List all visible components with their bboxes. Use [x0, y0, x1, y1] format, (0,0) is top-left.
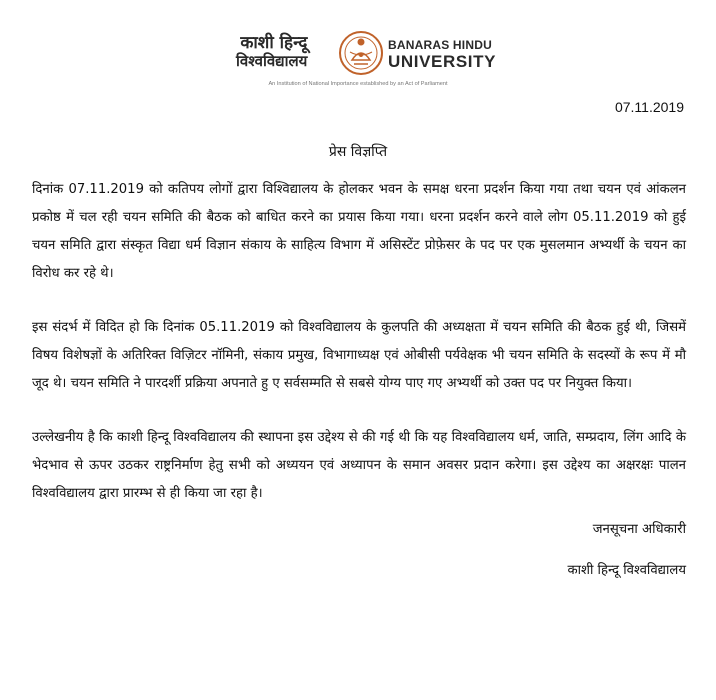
university-name-hindi-line2: विश्वविद्यालय: [236, 52, 308, 70]
university-name-english-line2: UNIVERSITY: [388, 52, 497, 71]
paragraph-1: दिनांक 07.11.2019 को कतिपय लोगों द्वारा विश्विद्यालय के होलकर भवन के समक्ष धरना प्रदर्शन किया गया तथा चयन एवं आंकलन प्रकोष्ठ में चल रही चयन समिति की बैठक को बाधित करने का प्रयास किया गया। धरना प्रदर्शन करने वाले लोग 05.11.2019 को हुई चयन समिति द्वारा संस्कृत विद्या धर्म विज्ञान संकाय के साहित्य विभाग में असिस्टेंट प्रोफ़ेसर के पद पर एक मुसलमान अभ्यर्थी के चयन का विरोध कर रहे थे।: [32, 182, 686, 281]
letterhead: [0, 20, 716, 98]
document-title: प्रेस विज्ञप्ति: [328, 144, 388, 160]
university-name-hindi-line1: काशी हिन्दू: [240, 33, 308, 53]
signatory-designation: जनसूचना अधिकारी: [592, 522, 686, 537]
letterhead-tagline: An Institution of National Importance established by an Act of Parliament: [268, 81, 448, 87]
paragraph-3: उल्लेखनीय है कि काशी हिन्दू विश्वविद्यालय की स्थापना इस उद्देश्य से की गई थी कि यह विश्वविद्यालय धर्म, जाति, सम्प्रदाय, लिंग आदि के भेदभाव से ऊपर उठकर राष्ट्रनिर्माण हेतु सभी को अध्ययन एवं अध्यापन के समान अवसर प्रदान करेगा। इस उद्देश्य का अक्षरक्षः पालन विश्वविद्यालय द्वारा प्रारम्भ से ही किया जा रहा है।: [32, 430, 686, 501]
university-name-english-line1: BANARAS HINDU: [388, 38, 492, 52]
release-date: 07.11.2019: [614, 99, 684, 115]
university-emblem-icon: [338, 28, 384, 78]
university-name-hindi: [236, 34, 307, 70]
paragraph-2: इस संदर्भ में विदित हो कि दिनांक 05.11.2019 को विश्वविद्यालय के कुलपति की अध्यक्षता में चयन समिति की बैठक हुई थी, जिसमें विषय विशेषज्ञों के अतिरिक्त विज़िटर नॉमिनी, संकाय प्रमुख, विभागाध्यक्ष एवं ओबीसी पर्यवेक्षक भी चयन समिति के सदस्यों के रूप में मौ जूद थे। चयन समिति ने पारदर्शी प्रक्रिया अपनाते हु ए सर्वसम्मति से सबसे योग्य पाए गए अभ्यर्थी को उक्त पद पर नियुक्त किया।: [32, 320, 686, 391]
press-release-body: [32, 176, 686, 534]
university-name-english: [388, 38, 496, 72]
signatory-institution: काशी हिन्दू विश्वविद्यालय: [567, 563, 686, 578]
